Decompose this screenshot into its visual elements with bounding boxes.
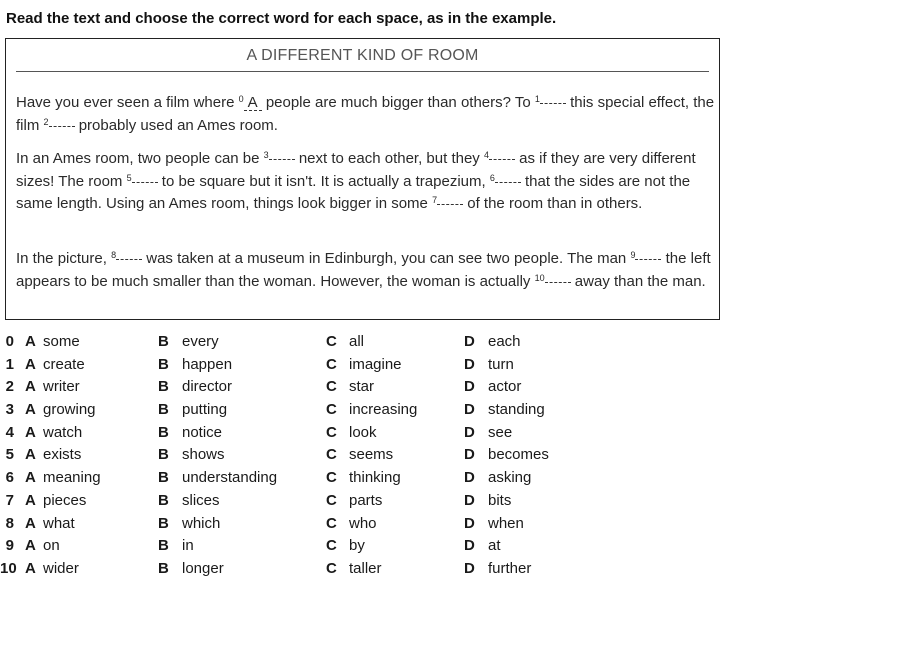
option-letter-a: A bbox=[25, 423, 36, 441]
option-c[interactable]: imagine bbox=[349, 355, 402, 373]
gap-10: 10 bbox=[535, 273, 571, 290]
option-b[interactable]: understanding bbox=[182, 469, 278, 487]
option-b[interactable]: shows bbox=[182, 446, 225, 464]
option-d[interactable]: further bbox=[488, 559, 532, 577]
option-b[interactable]: in bbox=[182, 537, 194, 555]
gap-0-example: $^0$ A bbox=[239, 94, 262, 111]
paragraph-2-text: In an Ames room, two people can be bbox=[16, 150, 260, 167]
option-c[interactable]: taller bbox=[349, 559, 382, 577]
option-letter-a: A bbox=[25, 469, 36, 487]
gap-9: 9 bbox=[630, 250, 661, 267]
paragraph-1-text: this special effect, the film bbox=[16, 94, 715, 134]
option-b[interactable]: longer bbox=[182, 559, 224, 577]
text-title: A DIFFERENT KIND OF ROOM bbox=[16, 47, 709, 72]
option-letter-b: B bbox=[158, 355, 169, 373]
option-d[interactable]: bits bbox=[488, 491, 512, 509]
option-row bbox=[0, 378, 600, 401]
option-letter-d: D bbox=[464, 514, 475, 532]
option-letter-c: C bbox=[326, 537, 337, 555]
question-number: 3 bbox=[5, 401, 14, 419]
option-letter-a: A bbox=[25, 355, 36, 373]
option-letter-b: B bbox=[158, 514, 169, 532]
option-letter-c: C bbox=[326, 401, 337, 419]
instruction-heading: Read the text and choose the correct word for each space, as in the example. bbox=[6, 10, 557, 27]
paragraph-1-text: Have you ever seen a film where bbox=[16, 94, 235, 111]
option-letter-b: B bbox=[158, 491, 169, 509]
option-letter-c: C bbox=[326, 514, 337, 532]
paragraph-2-text: as if they are very different sizes! The room bbox=[16, 150, 696, 190]
option-b[interactable]: notice bbox=[182, 423, 223, 441]
option-d[interactable]: each bbox=[488, 333, 521, 350]
option-b[interactable]: which bbox=[182, 514, 221, 532]
option-letter-a: A bbox=[25, 537, 36, 555]
option-letter-b: B bbox=[158, 469, 169, 487]
option-letter-b: B bbox=[158, 537, 169, 555]
option-d[interactable]: asking bbox=[488, 469, 532, 487]
option-letter-a: A bbox=[25, 514, 36, 532]
option-c[interactable]: all bbox=[349, 333, 365, 350]
option-letter-a: A bbox=[25, 401, 36, 419]
option-b[interactable]: putting bbox=[182, 401, 228, 419]
option-letter-a: A bbox=[25, 491, 36, 509]
example-answer: A bbox=[244, 96, 262, 111]
option-c[interactable]: seems bbox=[349, 446, 394, 464]
paragraph-3-text: was taken at a museum in Edinburgh, you can see two people. The man bbox=[146, 250, 627, 267]
gap-3: 3 bbox=[264, 150, 295, 167]
option-a[interactable]: what bbox=[43, 514, 75, 532]
option-c[interactable]: thinking bbox=[349, 469, 401, 487]
option-letter-a: A bbox=[25, 378, 36, 396]
option-c[interactable]: by bbox=[349, 537, 365, 555]
reading-text-box bbox=[5, 38, 720, 320]
paragraph-1-text: people are much bigger than others? To bbox=[265, 94, 531, 111]
option-letter-c: C bbox=[326, 469, 337, 487]
option-c[interactable]: increasing bbox=[349, 401, 418, 419]
option-letter-c: C bbox=[326, 491, 337, 509]
gap-4: 4 bbox=[484, 150, 515, 167]
paragraph-1-text: probably used an Ames room. bbox=[78, 116, 278, 134]
paragraph-3 bbox=[16, 248, 716, 293]
option-row bbox=[0, 537, 600, 560]
option-c[interactable]: parts bbox=[349, 491, 383, 509]
option-a[interactable]: writer bbox=[43, 378, 80, 396]
option-letter-a: A bbox=[25, 446, 36, 464]
option-a[interactable]: wider bbox=[43, 559, 79, 577]
option-letter-d: D bbox=[464, 537, 475, 555]
option-a[interactable]: on bbox=[43, 537, 60, 555]
option-a[interactable]: growing bbox=[43, 401, 96, 419]
paragraph-2 bbox=[16, 148, 716, 216]
question-number: 5 bbox=[5, 446, 14, 464]
option-row bbox=[0, 446, 600, 469]
answer-options-table bbox=[0, 333, 600, 583]
option-row bbox=[0, 333, 600, 356]
option-a[interactable]: meaning bbox=[43, 469, 101, 487]
paragraph-3-text: away than the man. bbox=[574, 272, 706, 290]
option-letter-b: B bbox=[158, 559, 169, 577]
question-number: 2 bbox=[5, 378, 14, 396]
option-row bbox=[0, 560, 600, 583]
option-row bbox=[0, 469, 600, 492]
option-letter-d: D bbox=[464, 559, 475, 577]
option-row bbox=[0, 356, 600, 379]
option-b[interactable]: director bbox=[182, 378, 233, 396]
question-number: 0 bbox=[5, 333, 14, 350]
option-d[interactable]: standing bbox=[488, 401, 545, 419]
option-letter-a: A bbox=[25, 559, 36, 577]
option-d[interactable]: actor bbox=[488, 378, 522, 396]
question-number: 4 bbox=[5, 423, 14, 441]
option-letter-c: C bbox=[326, 333, 337, 350]
option-letter-b: B bbox=[158, 423, 169, 441]
option-letter-b: B bbox=[158, 378, 169, 396]
option-c[interactable]: star bbox=[349, 378, 375, 396]
option-a[interactable]: watch bbox=[43, 423, 83, 441]
question-number: 1 bbox=[5, 355, 14, 373]
option-a[interactable]: some bbox=[43, 333, 80, 350]
paragraph-3-text: the left appears to be much smaller than the woman. However, the woman is actually bbox=[16, 250, 711, 290]
option-letter-c: C bbox=[326, 559, 337, 577]
gap-1: 1 bbox=[535, 94, 566, 111]
option-letter-d: D bbox=[464, 469, 475, 487]
option-letter-b: B bbox=[158, 446, 169, 464]
option-d[interactable]: turn bbox=[488, 355, 514, 373]
option-letter-b: B bbox=[158, 333, 169, 350]
option-d[interactable]: when bbox=[488, 514, 524, 532]
option-a[interactable]: pieces bbox=[43, 491, 87, 509]
option-letter-d: D bbox=[464, 423, 475, 441]
option-row bbox=[0, 424, 600, 447]
option-letter-c: C bbox=[326, 423, 337, 441]
option-c[interactable]: who bbox=[349, 514, 377, 532]
option-letter-c: C bbox=[326, 378, 337, 396]
option-c[interactable]: look bbox=[349, 423, 377, 441]
paragraph-2-text: to be square but it isn't. It is actually a trapezium, bbox=[161, 172, 486, 190]
question-number: 10 bbox=[0, 559, 17, 577]
option-a[interactable]: create bbox=[43, 355, 85, 373]
option-letter-d: D bbox=[464, 378, 475, 396]
option-letter-d: D bbox=[464, 355, 475, 373]
question-number: 7 bbox=[5, 491, 14, 509]
option-d[interactable]: at bbox=[488, 537, 501, 555]
paragraph-3-text: In the picture, bbox=[16, 250, 107, 267]
option-row bbox=[0, 401, 600, 424]
option-a[interactable]: exists bbox=[43, 446, 82, 464]
option-letter-d: D bbox=[464, 333, 475, 350]
gap-8: 8 bbox=[111, 250, 142, 267]
option-b[interactable]: slices bbox=[182, 491, 220, 509]
option-letter-d: D bbox=[464, 491, 475, 509]
option-letter-d: D bbox=[464, 446, 475, 464]
question-number: 8 bbox=[5, 514, 14, 532]
option-letter-c: C bbox=[326, 446, 337, 464]
option-d[interactable]: see bbox=[488, 423, 513, 441]
gap-6: 6 bbox=[490, 173, 521, 190]
paragraph-1 bbox=[16, 92, 716, 137]
question-number: 9 bbox=[5, 537, 14, 555]
option-letter-d: D bbox=[464, 401, 475, 419]
question-number: 6 bbox=[5, 469, 14, 487]
option-d[interactable]: becomes bbox=[488, 446, 549, 464]
paragraph-2-text: next to each other, but they bbox=[298, 150, 480, 167]
gap-5: 5 bbox=[127, 173, 158, 190]
paragraph-2-text: of the room than in others. bbox=[467, 195, 643, 213]
paragraph-2-text: that the sides are not the same length. Using an Ames room, things look bigger in some bbox=[16, 172, 691, 213]
option-letter-c: C bbox=[326, 355, 337, 373]
gap-2: 2 bbox=[44, 117, 75, 134]
option-row bbox=[0, 515, 600, 538]
option-b[interactable]: every bbox=[182, 333, 219, 350]
gap-7: 7 bbox=[432, 195, 463, 212]
option-letter-b: B bbox=[158, 401, 169, 419]
option-row bbox=[0, 492, 600, 515]
option-letter-a: A bbox=[25, 333, 36, 350]
option-b[interactable]: happen bbox=[182, 355, 233, 373]
